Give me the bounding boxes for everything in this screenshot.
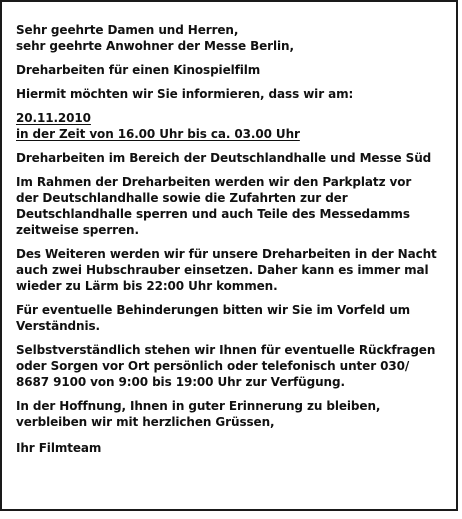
paragraph-line: Verständnis. [16, 319, 100, 333]
letter-body [16, 22, 456, 464]
subject-line: Dreharbeiten für einen Kinospielfilm [16, 63, 261, 77]
signature-line: Ihr Filmteam [16, 441, 102, 455]
paragraph-line: Im Rahmen der Dreharbeiten werden wir den Parkplatz vor [16, 175, 412, 189]
location [16, 150, 456, 166]
paragraph-line: zeitweise sperren. [16, 223, 139, 237]
paragraph-line: verbleiben wir mit herzlichen Grüssen, [16, 415, 275, 429]
parking-paragraph [16, 174, 456, 238]
salutation-line: Sehr geehrte Damen und Herren, [16, 23, 239, 37]
signature [16, 440, 456, 456]
time-line: in der Zeit von 16.00 Uhr bis ca. 03.00 Uhr [16, 127, 300, 141]
intro [16, 86, 456, 102]
paragraph-line: Deutschlandhalle sperren und auch Teile des Messedamms [16, 207, 410, 221]
location-line: Dreharbeiten im Bereich der Deutschlandhalle und Messe Süd [16, 151, 432, 165]
paragraph-line: wieder zu Lärm bis 22:00 Uhr kommen. [16, 279, 278, 293]
contact-paragraph [16, 342, 456, 390]
paragraph-line: Des Weiteren werden wir für unsere Dreharbeiten in der Nacht [16, 247, 437, 261]
date-line: 20.11.2010 [16, 111, 91, 125]
paragraph-line: In der Hoffnung, Ihnen in guter Erinnerung zu bleiben, [16, 399, 381, 413]
subject [16, 62, 456, 78]
apology-paragraph [16, 302, 456, 334]
helicopter-paragraph [16, 246, 456, 294]
salutation [16, 22, 456, 54]
paragraph-line: oder Sorgen vor Ort persönlich oder telefonisch unter 030/ [16, 359, 410, 373]
paragraph-line: der Deutschlandhalle sowie die Zufahrten zur der [16, 191, 348, 205]
paragraph-line: Selbstverständlich stehen wir Ihnen für eventuelle Rückfragen [16, 343, 436, 357]
paragraph-line: Für eventuelle Behinderungen bitten wir Sie im Vorfeld um [16, 303, 411, 317]
paragraph-line: 8687 9100 von 9:00 bis 19:00 Uhr zur Verfügung. [16, 375, 345, 389]
closing-paragraph [16, 398, 456, 430]
intro-line: Hiermit möchten wir Sie informieren, dass wir am: [16, 87, 354, 101]
salutation-line: sehr geehrte Anwohner der Messe Berlin, [16, 39, 294, 53]
date-block [16, 110, 456, 142]
paragraph-line: auch zwei Hubschrauber einsetzen. Daher kann es immer mal [16, 263, 429, 277]
